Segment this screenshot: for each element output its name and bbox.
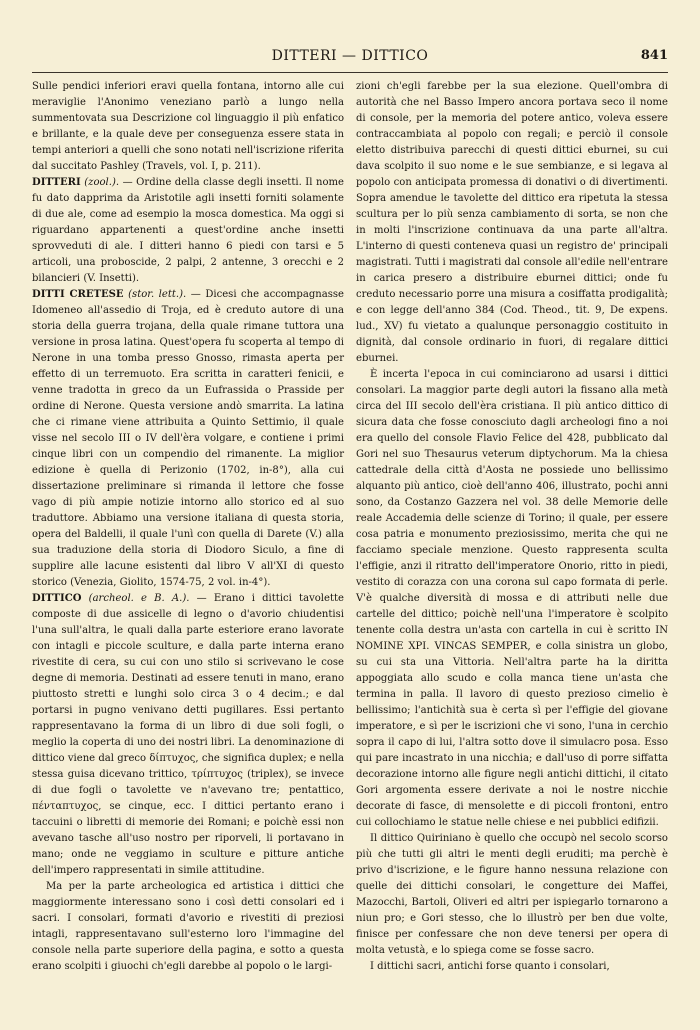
paragraph	[356, 367, 668, 831]
left-column	[32, 79, 344, 975]
paragraph-text: Ma per la parte archeologica ed artistica i dittici che maggiormente interessano sono i così detti consolari ed i sacri. I consolari, formati d'avorio e rivestiti di preziosi intagli, rappresentavano sull'esterno loro l'immagine del console nella parte superiore della pagina, e sotto a questa erano scolpiti i giuochi ch'egli darebbe al popolo o le largi-	[32, 881, 344, 972]
dictionary-entry	[32, 591, 344, 879]
running-header	[32, 48, 668, 73]
paragraph-text: Il dittico Quiriniano è quello che occupò nel secolo scorso più che tutti gli altri le menti degli eruditi; ma perchè è privo d'iscrizione, e le figure hanno nessuna relazione con quelle dei dittichi consolari, le congetture dei Maffei, Mazocchi, Bartoli, Oliveri ed altri per ispiegarlo tornarono a niun pro; e Gori stesso, che lo illustrò per ben due volte, finisce per confessare che non deve tenersi per opera di molta vetustà, e lo spiega come se fosse sacro.	[356, 833, 668, 956]
entry-label: (zool.).	[80, 177, 120, 188]
paragraph	[356, 959, 668, 975]
paragraph-text: Sulle pendici inferiori eravi quella fontana, intorno alle cui meraviglie l'Anonimo veneziano parlò a lungo nella summentovata sua Descrizione col linguaggio il più enfatico e brillante, e la quale deve per conseguenza essere stata in tempi anteriori a quelli che sono notati nell'iscrizione riferita dal succitato Pashley (Travels, vol. I, p. 211).	[32, 81, 344, 172]
right-column	[356, 79, 668, 975]
entry-headword: DITTERI	[32, 177, 81, 188]
page-number: 841	[640, 48, 668, 63]
entry-headword: DITTICO	[32, 593, 82, 604]
dictionary-entry	[32, 175, 344, 287]
entry-label: (archeol. e B. A.).	[81, 593, 190, 604]
paragraph-text: I dittichi sacri, antichi forse quanto i consolari,	[370, 961, 610, 972]
entry-headword: DITTI CRETESE	[32, 289, 124, 300]
dictionary-entry	[32, 287, 344, 591]
paragraph-text: È incerta l'epoca in cui cominciarono ad usarsi i dittici consolari. La maggior parte degli autori la fissano alla metà circa del III secolo dell'èra cristiana. Il più antico dittico di sicura data che fosse conosciuto dagli archeologi fino a noi era quello del console Flavio Felice del 428, pubblicato dal Gori nel suo Thesaurus veterum diptychorum. Ma la chiesa cattedrale della città d'Aosta ne possiede uno bellissimo alquanto più antico, cioè dell'anno 406, illustrato, pochi anni sono, da Costanzo Gazzera nel vol. 38 delle Memorie delle reale Accademia delle scienze di Torino; il quale, per essere cosa patria e monumento preziosissimo, merita che qui ne facciamo speciale menzione. Questo rappresenta sculta l'effigie, anzi il ritratto dell'imperatore Onorio, ritto in piedi, vestito di corazza con una corona sul capo formata di perle. V'è qualche diversità di mossa e di attributi nelle due cartelle del dittico; poichè nell'una l'imperatore è scolpito tenente colla destra un'asta con cartella in cui è scritto IN NOMINE XPI. VINCAS SEMPER, e colla sinistra un globo, su cui sta una Vittoria. Nell'altra parte ha la diritta appoggiata allo scudo e colla manca tiene un'asta che termina in palla. Il lavoro di questo prezioso cimelio è bellissimo; l'antichità sua è certa sì per l'effigie del giovane imperatore, e sì per le iscrizioni che vi sono, l'una in cerchio sopra il capo di lui, l'altra sotto dove il simulacro posa. Esso qui pare incastrato in una nicchia; e dall'uso di porre siffatta decorazione intorno alle figure negli antichi dittichi, il citato Gori argomenta essere derivate a noi le nostre nicchie decorate di fasce, di mensolette e di piccoli frontoni, entro cui collochiamo le statue nelle chiese e nei pubblici edifizii.	[356, 369, 668, 828]
paragraph	[356, 831, 668, 959]
paragraph	[32, 79, 344, 175]
paragraph-text: — Erano i dittici tavolette composte di due assicelle di legno o d'avorio chiudentisi l'una sull'altra, le quali dalla parte esteriore erano lavorate con intagli e piccole sculture, e dalla parte interna erano rivestite di cera, su cui con uno stilo si scrivevano le cose degne di memoria. Destinati ad essere tenuti in mano, erano piuttosto stretti e lunghi solo circa 3 o 4 decim.; e dal portarsi in pugno venivano detti pugillares. Essi pertanto rappresentavano la forma di un libro di due soli fogli, o meglio la coperta di uno dei nostri libri. La denominazione di dittico viene dal greco δίπτυχος, che significa duplex; e nella stessa guisa dicevano trittico, τρίπτυχος (triplex), se invece di due fogli o tavolette ve n'avevano tre; pentattico, πένταπτυχος, se cinque, ecc. I dittici pertanto erano i taccuini o libretti di memorie dei Romani; e poichè essi non avevano tasche all'uso nostro per riporveli, li portavano in mano; onde ne veggiamo in sculture e pitture antiche dell'impero rappresentati in simile attitudine.	[32, 593, 344, 876]
paragraph	[32, 879, 344, 975]
paragraph-text: zioni ch'egli farebbe per la sua elezione. Quell'ombra di autorità che nel Basso Impero ancora portava seco il nome di console, per la memoria del potere antico, voleva essere contraccambiata al popolo con regali; e perciò il console eletto distribuiva parecchi di questi dittici eburnei, su cui dava scolpito il suo nome e le sue sembianze, e si legava al popolo con anticipata promessa di donativi o di divertimenti. Sopra amendue le tavolette del dittico era ripetuta la stessa scultura per lo più senza cambiamento di sorta, se non che in molti l'inscrizione continuava da una parte all'altra. L'interno di questi conteneva quasi un registro de' principali magistrati. Tutti i magistrati dal console all'edile nell'entrare in carica presero a distribuire eburnei dittici; onde fu creduto necessario porre una misura a cosiffatta prodigalità; e con legge dell'anno 384 (Cod. Theod., tit. 9, De expens. lud., XV) fu vietato a qualunque personaggio costituito in dignità, dal console ordinario in fuori, di regalare dittici eburnei.	[356, 81, 668, 364]
paragraph	[356, 79, 668, 367]
header-title: DITTERI — DITTICO	[271, 48, 429, 64]
paragraph-text: — Dicesi che accompagnasse Idomeneo all'assedio di Troja, ed è creduto autore di una storia della guerra trojana, della quale rimane tuttora una versione in prosa latina. Quest'opera fu scoperta al tempo di Nerone in una tomba presso Gnosso, rimasta aperta per effetto di un terremuoto. Era scritta in caratteri fenicii, e venne tradotta in greco da un Eufrassida o Prasside per ordine di Nerone. Questa versione andò smarrita. La latina che ci rimane viene attribuita a Quinto Settimio, il quale visse nel secolo III o IV dell'èra volgare, e contiene i primi cinque libri con un compendio del rimanente. La miglior edizione è quella di Perizonio (1702, in-8°), alla cui dissertazione preliminare si rimanda il lettore che fosse vago di più ampie notizie intorno allo storico ed al suo traduttore. Abbiamo una versione italiana di questa storia, opera del Baldelli, il quale l'unì con quella di Darete (V.) alla sua traduzione della storia di Diodoro Siculo, a fine di supplire alle lacune esistenti dal libro V all'XI di questo storico (Venezia, Giolito, 1574-75, 2 vol. in-4°).	[32, 289, 345, 588]
paragraph-text: — Ordine della classe degli insetti. Il nome fu dato dapprima da Aristotile agli insetti forniti solamente di due ale, come ad esempio la mosca domestica. Ma oggi si riguardano appartenenti a quest'ordine anche insetti sprovveduti di ale. I ditteri hanno 6 piedi con tarsi e 5 articoli, una proboscide, 2 palpi, 2 antenne, 3 orecchi e 2 bilancieri (V. Insetti).	[32, 177, 344, 284]
entry-label: (stor. lett.).	[123, 289, 187, 300]
